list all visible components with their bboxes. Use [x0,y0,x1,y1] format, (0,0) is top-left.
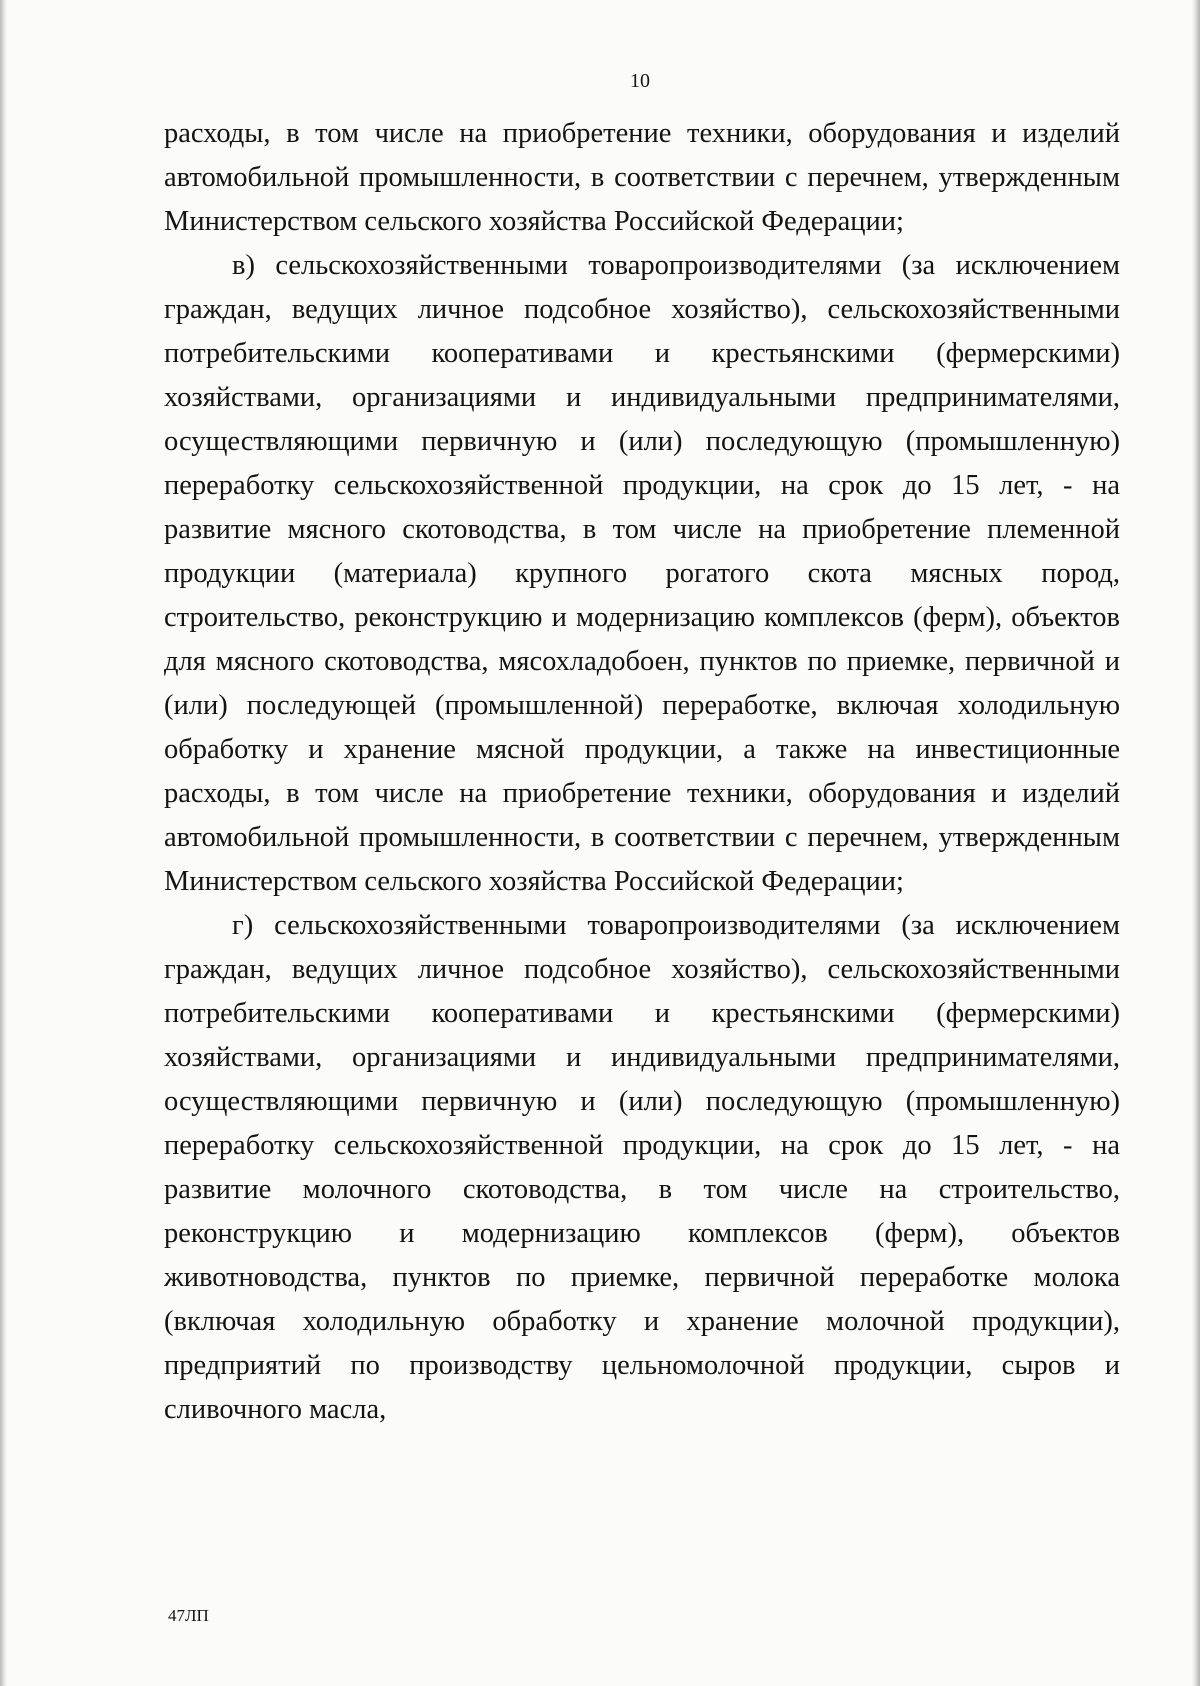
paragraph-continuation: расходы, в том числе на приобретение техники, оборудования и изделий автомобильной промышленности, в соответствии с перечнем, утвержденным Министерством сельского хозяйства Российской Федерации; [164,118,1120,237]
scan-edge-left [0,0,7,1686]
document-body [164,112,1120,1432]
scan-edge-right [1192,0,1200,1686]
paragraph-item-g: г) сельскохозяйственными товаропроизводителями (за исключением граждан, ведущих личное подсобное хозяйство), сельскохозяйственными потребительскими кооперативами и крестьянскими (фермерскими) хозяйствами, организациями и индивидуальными предпринимателями, осуществляющими первичную и (или) последующую (промышленную) переработку сельскохозяйственной продукции, на срок до 15 лет, - на развитие молочного скотоводства, в том числе на строительство, реконструкцию и модернизацию комплексов (ферм), объектов животноводства, пунктов по приемке, первичной переработке молока (включая холодильную обработку и хранение молочной продукции), предприятий по производству цельномолочной продукции, сыров и сливочного масла, [164,910,1120,1425]
page-number: 10 [630,70,650,92]
paragraph-item-v: в) сельскохозяйственными товаропроизводителями (за исключением граждан, ведущих личное подсобное хозяйство), сельскохозяйственными потребительскими кооперативами и крестьянскими (фермерскими) хозяйствами, организациями и индивидуальными предпринимателями, осуществляющими первичную и (или) последующую (промышленную) переработку сельскохозяйственной продукции, на срок до 15 лет, - на развитие мясного скотоводства, в том числе на приобретение племенной продукции (материала) крупного рогатого скота мясных пород, строительство, реконструкцию и модернизацию комплексов (ферм), объектов для мясного скотоводства, мясохладобоен, пунктов по приемке, первичной и (или) последующей (промышленной) переработке, включая холодильную обработку и хранение мясной продукции, а также на инвестиционные расходы, в том числе на приобретение техники, оборудования и изделий автомобильной промышленности, в соответствии с перечнем, утвержденным Министерством сельского хозяйства Российской Федерации; [164,250,1120,897]
document-code: 47ЛП [168,1606,209,1625]
